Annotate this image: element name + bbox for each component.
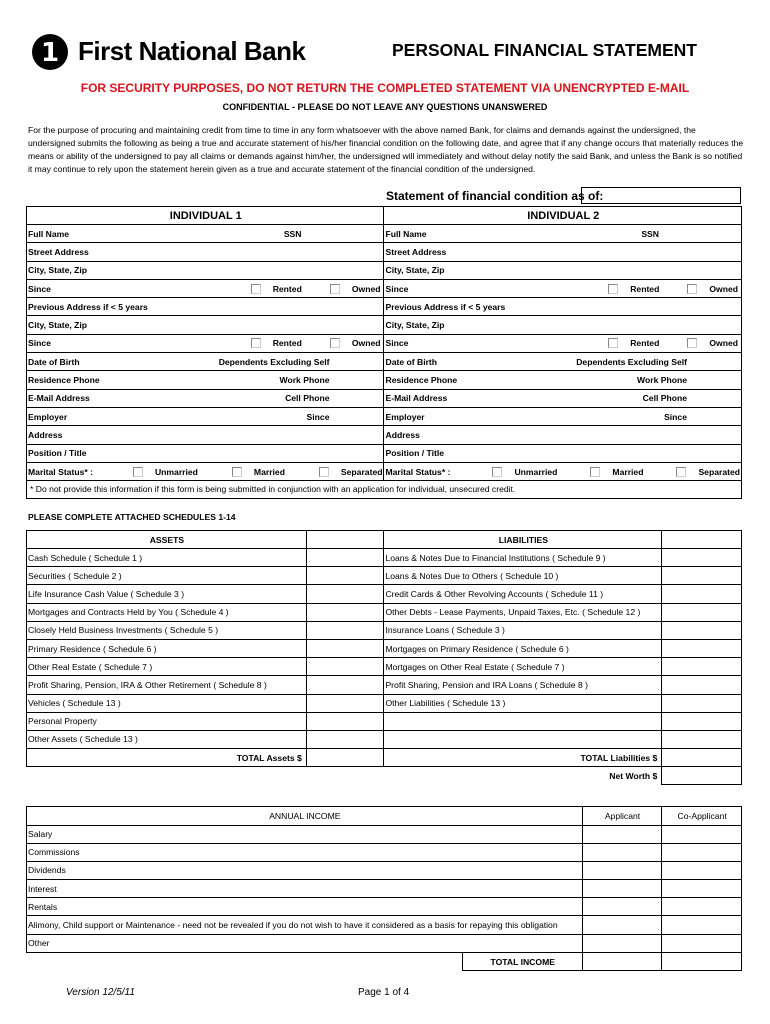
liability-label: Insurance Loans ( Schedule 3 ) [384, 621, 662, 639]
applicant-amount-field[interactable] [582, 880, 662, 898]
balance-row [27, 730, 742, 748]
liability-label: Loans & Notes Due to Financial Institutions ( Schedule 9 ) [384, 549, 662, 567]
ind1-employer-since-label: Since [306, 411, 330, 422]
asset-label: Other Real Estate ( Schedule 7 ) [27, 658, 307, 676]
ind1-unmarried-label: Unmarried [154, 466, 198, 477]
ind2-unmarried-checkbox[interactable] [492, 467, 502, 477]
ind2-prev-city-label: City, State, Zip [385, 320, 445, 331]
co-applicant-amount-field[interactable] [662, 934, 742, 952]
version-label: Version 12/5/11 [66, 987, 135, 998]
ind2-cell[interactable] [384, 316, 742, 334]
bank-logo-icon: 1 [32, 34, 68, 70]
applicant-amount-field[interactable] [582, 934, 662, 952]
liability-label: Other Liabilities ( Schedule 13 ) [384, 694, 662, 712]
ind2-cell[interactable] [384, 243, 742, 261]
ind1-cell[interactable] [27, 371, 384, 389]
ind2-rented-checkbox[interactable] [608, 284, 618, 294]
individuals-table [26, 206, 742, 499]
individual-row [27, 426, 742, 444]
individual-row [27, 261, 742, 279]
ind1-since-label: Since [28, 283, 51, 294]
individual-row [27, 407, 742, 425]
liability-amount-field[interactable] [662, 712, 742, 730]
liability-amount-field[interactable] [662, 676, 742, 694]
asset-amount-field[interactable] [306, 676, 384, 694]
liability-label: Loans & Notes Due to Others ( Schedule 10 ) [384, 567, 662, 585]
balance-row [27, 658, 742, 676]
ind1-cell[interactable] [27, 334, 384, 352]
asset-label: Vehicles ( Schedule 13 ) [27, 694, 307, 712]
co-applicant-amount-field[interactable] [662, 843, 742, 861]
ind2-street-label: Street Address [385, 246, 447, 257]
ind2-cell[interactable] [384, 279, 742, 297]
ind2-employer-since-label: Since [664, 411, 687, 422]
ind2-cell[interactable] [384, 426, 742, 444]
security-notice: FOR SECURITY PURPOSES, DO NOT RETURN THE COMPLETED STATEMENT VIA UNENCRYPTED E-MAIL [80, 81, 690, 95]
asset-label: Life Insurance Cash Value ( Schedule 3 ) [27, 585, 307, 603]
ind2-cell[interactable] [384, 298, 742, 316]
income-label: Other [27, 934, 583, 952]
ind1-prev-since-label: Since [28, 338, 51, 349]
ind1-full-name-label: Full Name [28, 228, 70, 239]
asset-label: Securities ( Schedule 2 ) [27, 567, 307, 585]
ind1-prev-address-label: Previous Address if < 5 years [28, 301, 148, 312]
ind2-dob-label: Date of Birth [385, 356, 438, 367]
ind1-cell[interactable] [27, 462, 384, 480]
assets-header: ASSETS [27, 531, 307, 549]
individual-row [27, 298, 742, 316]
ind2-since-label: Since [385, 283, 409, 294]
asset-amount-field[interactable] [306, 658, 384, 676]
ind2-owned-checkbox[interactable] [687, 284, 697, 294]
liability-amount-field[interactable] [662, 639, 742, 657]
applicant-amount-field[interactable] [582, 898, 662, 916]
balance-row [27, 694, 742, 712]
individual-row [27, 225, 742, 243]
asset-amount-field[interactable] [306, 603, 384, 621]
ind2-cell[interactable] [384, 407, 742, 425]
confidential-notice: CONFIDENTIAL - PLEASE DO NOT LEAVE ANY QUESTIONS UNANSWERED [222, 102, 548, 112]
ind2-prev-rented-label: Rented [630, 338, 660, 349]
ind1-cell[interactable] [27, 298, 384, 316]
co-applicant-amount-field[interactable] [662, 880, 742, 898]
individual-row [27, 444, 742, 462]
individual-row [27, 243, 742, 261]
asset-amount-field[interactable] [306, 621, 384, 639]
ind1-prev-rented-label: Rented [272, 338, 302, 349]
ind1-prev-city-label: City, State, Zip [28, 320, 88, 331]
asset-amount-field[interactable] [306, 567, 384, 585]
ind2-prev-since-label: Since [385, 338, 409, 349]
statement-date-label: Statement of financial condition as of: [386, 189, 604, 203]
ind1-cell[interactable] [27, 353, 384, 371]
ind2-work-phone-label: Work Phone [637, 375, 687, 386]
liability-label: Mortgages on Primary Residence ( Schedule 6 ) [384, 639, 662, 657]
asset-amount-field[interactable] [306, 639, 384, 657]
income-label: Commissions [27, 843, 583, 861]
liability-label: Profit Sharing, Pension and IRA Loans ( Schedule 8 ) [384, 676, 662, 694]
income-header: ANNUAL INCOME [27, 807, 583, 826]
ind1-dependents-label: Dependents Excluding Self [218, 356, 330, 367]
balance-row [27, 603, 742, 621]
ind2-cell[interactable] [384, 371, 742, 389]
ind1-cell-phone-label: Cell Phone [285, 393, 330, 404]
liability-amount-field[interactable] [662, 549, 742, 567]
ind2-cell-phone-label: Cell Phone [642, 393, 687, 404]
balance-row [27, 712, 742, 730]
ind2-unmarried-label: Unmarried [514, 466, 558, 477]
applicant-header: Applicant [582, 807, 662, 826]
income-label: Interest [27, 880, 583, 898]
ind1-email-label: E-Mail Address [28, 393, 90, 404]
ind1-rented-label: Rented [272, 283, 302, 294]
balance-table [26, 530, 742, 785]
income-row [27, 825, 742, 843]
income-table [26, 806, 742, 971]
ind1-prev-owned-label: Owned [351, 338, 381, 349]
ind2-position-label: Position / Title [385, 448, 445, 459]
liabilities-header: LIABILITIES [384, 531, 662, 549]
asset-label: Personal Property [27, 712, 307, 730]
individual-1-header: INDIVIDUAL 1 [27, 207, 384, 225]
liability-label [384, 712, 662, 730]
ind2-cell[interactable] [384, 444, 742, 462]
individual-row [27, 334, 742, 352]
ind1-cell[interactable] [27, 243, 384, 261]
ind1-work-phone-label: Work Phone [279, 375, 330, 386]
ind2-cell[interactable] [384, 389, 742, 407]
ind2-marital-label: Marital Status* : [385, 466, 451, 477]
ind1-cell[interactable] [27, 389, 384, 407]
income-label: Salary [27, 825, 583, 843]
total-income-co-applicant-field[interactable] [662, 952, 742, 971]
co-applicant-amount-field[interactable] [662, 825, 742, 843]
ind2-separated-label: Separated [698, 466, 740, 477]
individual-row [27, 462, 742, 480]
applicant-amount-field[interactable] [582, 916, 662, 934]
income-label: Rentals [27, 898, 583, 916]
total-income-label: TOTAL INCOME [462, 952, 582, 971]
asset-amount-field[interactable] [306, 549, 384, 567]
ind1-cell[interactable] [27, 444, 384, 462]
ind2-prev-owned-checkbox[interactable] [687, 338, 697, 348]
ind2-cell[interactable] [384, 334, 742, 352]
total-assets-field[interactable] [306, 749, 384, 767]
ind1-city-label: City, State, Zip [28, 265, 88, 276]
individual-row [27, 316, 742, 334]
ind2-owned-label: Owned [709, 283, 738, 294]
co-applicant-amount-field[interactable] [662, 916, 742, 934]
ind2-prev-rented-checkbox[interactable] [608, 338, 618, 348]
ind1-cell[interactable] [27, 426, 384, 444]
balance-row [27, 676, 742, 694]
ind2-cell[interactable] [384, 225, 742, 243]
income-row [27, 861, 742, 879]
ind1-separated-label: Separated [340, 466, 383, 477]
ind1-prev-owned-checkbox[interactable] [330, 338, 340, 348]
liability-amount-field[interactable] [662, 621, 742, 639]
balance-row [27, 621, 742, 639]
ind2-employer-address-label: Address [385, 429, 420, 440]
page-title: PERSONAL FINANCIAL STATEMENT [392, 40, 697, 60]
co-applicant-header: Co-Applicant [662, 807, 742, 826]
asset-amount-field[interactable] [306, 730, 384, 748]
asset-amount-field[interactable] [306, 585, 384, 603]
total-income-applicant-field[interactable] [582, 952, 662, 971]
income-label: Alimony, Child support or Maintenance - need not be revealed if you do not wish to have it considered as a basis for repaying this obligation [27, 916, 583, 934]
ind1-unmarried-checkbox[interactable] [133, 467, 143, 477]
income-row [27, 843, 742, 861]
ind1-married-checkbox[interactable] [232, 467, 242, 477]
total-liabilities-label: TOTAL Liabilities $ [384, 749, 662, 767]
applicant-amount-field[interactable] [582, 843, 662, 861]
liability-amount-field[interactable] [662, 658, 742, 676]
page-number: Page 1 of 4 [358, 987, 410, 998]
ind2-rented-label: Rented [630, 283, 660, 294]
income-row [27, 916, 742, 934]
ind1-employer-label: Employer [28, 411, 68, 422]
liability-label [384, 730, 662, 748]
ind1-separated-checkbox[interactable] [319, 467, 329, 477]
ind2-employer-label: Employer [385, 411, 425, 422]
asset-amount-field[interactable] [306, 712, 384, 730]
income-label: Dividends [27, 861, 583, 879]
asset-label: Mortgages and Contracts Held by You ( Schedule 4 ) [27, 603, 307, 621]
balance-row [27, 567, 742, 585]
liability-amount-field[interactable] [662, 730, 742, 748]
applicant-amount-field[interactable] [582, 825, 662, 843]
ind2-prev-address-label: Previous Address if < 5 years [385, 301, 506, 312]
liability-amount-field[interactable] [662, 585, 742, 603]
bank-name: First National Bank [78, 36, 306, 66]
asset-label: Other Assets ( Schedule 13 ) [27, 730, 307, 748]
liability-label: Other Debts - Lease Payments, Unpaid Taxes, Etc. ( Schedule 12 ) [384, 603, 662, 621]
individual-row [27, 279, 742, 297]
net-worth-label: Net Worth $ [609, 771, 658, 782]
ind1-employer-address-label: Address [28, 429, 63, 440]
asset-label: Profit Sharing, Pension, IRA & Other Retirement ( Schedule 8 ) [27, 676, 307, 694]
ind1-cell[interactable] [27, 316, 384, 334]
individual-row [27, 389, 742, 407]
ind1-prev-rented-checkbox[interactable] [251, 338, 261, 348]
balance-row [27, 549, 742, 567]
ind2-married-checkbox[interactable] [590, 467, 600, 477]
applicant-amount-field[interactable] [582, 861, 662, 879]
balance-row [27, 639, 742, 657]
ind2-married-label: Married [612, 466, 644, 477]
asset-amount-field[interactable] [306, 694, 384, 712]
liability-amount-field[interactable] [662, 694, 742, 712]
ind1-cell[interactable] [27, 225, 384, 243]
schedules-instruction: PLEASE COMPLETE ATTACHED SCHEDULES 1-14 [28, 512, 236, 522]
ind1-ssn-label: SSN [283, 228, 302, 239]
liability-label: Mortgages on Other Real Estate ( Schedule 7 ) [384, 658, 662, 676]
ind1-married-label: Married [253, 466, 285, 477]
ind2-cell[interactable] [384, 462, 742, 480]
ind2-email-label: E-Mail Address [385, 393, 448, 404]
statement-date-field[interactable] [581, 187, 741, 204]
liability-amount-field[interactable] [662, 603, 742, 621]
liability-label: Credit Cards & Other Revolving Accounts ( Schedule 11 ) [384, 585, 662, 603]
ind2-city-label: City, State, Zip [385, 265, 445, 276]
ind1-cell[interactable] [27, 261, 384, 279]
asset-label: Cash Schedule ( Schedule 1 ) [27, 549, 307, 567]
income-row [27, 880, 742, 898]
income-row [27, 934, 742, 952]
ind1-rented-checkbox[interactable] [251, 284, 261, 294]
asset-label: Closely Held Business Investments ( Schedule 5 ) [27, 621, 307, 639]
balance-row [27, 585, 742, 603]
ind1-owned-checkbox[interactable] [330, 284, 340, 294]
individual-row [27, 353, 742, 371]
total-liabilities-field[interactable] [662, 749, 742, 767]
ind1-marital-label: Marital Status* : [28, 466, 93, 477]
marital-note: * Do not provide this information if this form is being submitted in conjunction with an application for individual, unsecured credit. [30, 484, 516, 494]
ind1-dob-label: Date of Birth [28, 356, 80, 367]
ind1-cell[interactable] [27, 407, 384, 425]
individual-2-header: INDIVIDUAL 2 [384, 207, 742, 225]
ind2-cell[interactable] [384, 261, 742, 279]
net-worth-field[interactable] [662, 767, 742, 785]
ind2-residence-phone-label: Residence Phone [385, 375, 458, 386]
ind1-residence-phone-label: Residence Phone [28, 375, 100, 386]
liability-amount-field[interactable] [662, 567, 742, 585]
ind1-cell[interactable] [27, 279, 384, 297]
ind2-ssn-label: SSN [641, 228, 659, 239]
co-applicant-amount-field[interactable] [662, 861, 742, 879]
income-row [27, 898, 742, 916]
intro-paragraph: For the purpose of procuring and maintaining credit from time to time in any form whatsoever with the above named Bank, for claims and demands against the undersigned, the undersigned submits the following as being a true and accurate statement of his/her financial condition on the following date, and agree that if any change occurs that materially reduces the means or ability of the undersigned to pay all claims or demands against him/her, the undersigned will immediately and without delay notify the said Bank, and unless the Bank is so notified it may continue to rely upon the statement herein given as a true and accurate statement of the financial condition of the undersigned. [28, 125, 744, 175]
ind1-street-label: Street Address [28, 246, 89, 257]
ind1-owned-label: Owned [351, 283, 381, 294]
total-assets-label: TOTAL Assets $ [27, 749, 307, 767]
ind1-position-label: Position / Title [28, 448, 87, 459]
ind2-full-name-label: Full Name [385, 228, 427, 239]
asset-label: Primary Residence ( Schedule 6 ) [27, 639, 307, 657]
ind2-prev-owned-label: Owned [709, 338, 738, 349]
co-applicant-amount-field[interactable] [662, 898, 742, 916]
individual-row [27, 371, 742, 389]
ind2-cell[interactable] [384, 353, 742, 371]
ind2-dependents-label: Dependents Excluding Self [576, 356, 687, 367]
ind2-separated-checkbox[interactable] [676, 467, 686, 477]
